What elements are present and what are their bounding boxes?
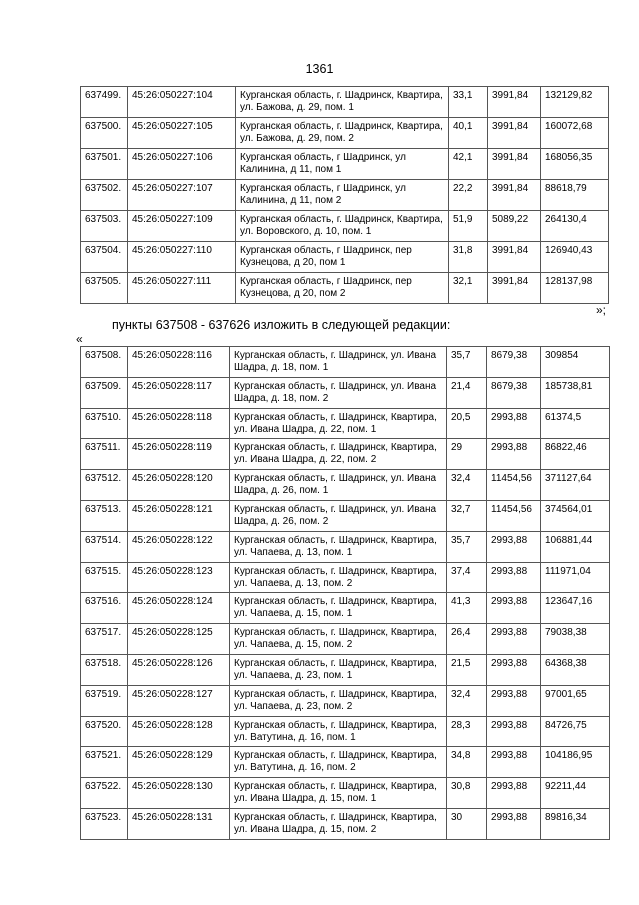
area-cell: 42,1 (449, 149, 488, 180)
table-row (81, 87, 609, 118)
total-value-cell: 89816,34 (541, 808, 610, 839)
area-cell: 20,5 (447, 408, 487, 439)
address-cell: Курганская область, г. Шадринск, Квартира, ул. Ивана Шадра, д. 22, пом. 1 (230, 408, 447, 439)
table-row (81, 211, 609, 242)
unit-price-cell: 2993,88 (487, 808, 541, 839)
area-cell: 21,4 (447, 377, 487, 408)
cadastral-number-cell: 45:26:050228:124 (128, 593, 230, 624)
row-number-cell: 637512. (81, 470, 128, 501)
total-value-cell: 79038,38 (541, 624, 610, 655)
table-row (81, 593, 610, 624)
area-cell: 30 (447, 808, 487, 839)
table-row (81, 778, 610, 809)
row-number-cell: 637511. (81, 439, 128, 470)
unit-price-cell: 3991,84 (488, 180, 541, 211)
row-number-cell: 637521. (81, 747, 128, 778)
row-number-cell: 637504. (81, 242, 128, 273)
area-cell: 22,2 (449, 180, 488, 211)
row-number-cell: 637510. (81, 408, 128, 439)
total-value-cell: 126940,43 (541, 242, 609, 273)
row-number-cell: 637522. (81, 778, 128, 809)
unit-price-cell: 2993,88 (487, 778, 541, 809)
row-number-cell: 637515. (81, 562, 128, 593)
total-value-cell: 111971,04 (541, 562, 610, 593)
area-cell: 32,4 (447, 685, 487, 716)
address-cell: Курганская область, г Шадринск, пер Кузнецова, д 20, пом 2 (236, 273, 449, 304)
total-value-cell: 106881,44 (541, 531, 610, 562)
table-row (81, 242, 609, 273)
address-cell: Курганская область, г. Шадринск, Квартира, ул. Ивана Шадра, д. 22, пом. 2 (230, 439, 447, 470)
table-row (81, 562, 610, 593)
table-body (81, 347, 610, 840)
total-value-cell: 88618,79 (541, 180, 609, 211)
address-cell: Курганская область, г. Шадринск, ул. Ивана Шадра, д. 26, пом. 2 (230, 500, 447, 531)
table-row (81, 377, 610, 408)
area-cell: 35,7 (447, 347, 487, 378)
address-cell: Курганская область, г. Шадринск, ул. Ивана Шадра, д. 18, пом. 1 (230, 347, 447, 378)
table-row (81, 180, 609, 211)
area-cell: 26,4 (447, 624, 487, 655)
total-value-cell: 92211,44 (541, 778, 610, 809)
area-cell: 32,4 (447, 470, 487, 501)
table-body (81, 87, 609, 304)
address-cell: Курганская область, г. Шадринск, Квартира, ул. Чапаева, д. 15, пом. 1 (230, 593, 447, 624)
row-number-cell: 637520. (81, 716, 128, 747)
cadastral-number-cell: 45:26:050228:126 (128, 654, 230, 685)
row-number-cell: 637518. (81, 654, 128, 685)
opening-quote-mark: « (76, 332, 83, 346)
cadastral-number-cell: 45:26:050228:122 (128, 531, 230, 562)
cadastral-number-cell: 45:26:050228:128 (128, 716, 230, 747)
table-row (81, 531, 610, 562)
amendment-text: пункты 637508 - 637626 изложить в следующей редакции: (112, 318, 451, 332)
total-value-cell: 371127,64 (541, 470, 610, 501)
total-value-cell: 374564,01 (541, 500, 610, 531)
address-cell: Курганская область, г. Шадринск, Квартира, ул. Ватутина, д. 16, пом. 1 (230, 716, 447, 747)
unit-price-cell: 3991,84 (488, 242, 541, 273)
table-row (81, 654, 610, 685)
cadastral-number-cell: 45:26:050228:120 (128, 470, 230, 501)
row-number-cell: 637500. (81, 118, 128, 149)
total-value-cell: 86822,46 (541, 439, 610, 470)
address-cell: Курганская область, г. Шадринск, Квартира, ул. Ватутина, д. 16, пом. 2 (230, 747, 447, 778)
cadastral-number-cell: 45:26:050228:117 (128, 377, 230, 408)
address-cell: Курганская область, г. Шадринск, Квартира, ул. Чапаева, д. 15, пом. 2 (230, 624, 447, 655)
cadastral-number-cell: 45:26:050227:104 (128, 87, 236, 118)
page-number: 1361 (305, 62, 334, 76)
row-number-cell: 637513. (81, 500, 128, 531)
area-cell: 40,1 (449, 118, 488, 149)
total-value-cell: 128137,98 (541, 273, 609, 304)
area-cell: 21,5 (447, 654, 487, 685)
table-row (81, 500, 610, 531)
total-value-cell: 168056,35 (541, 149, 609, 180)
row-number-cell: 637502. (81, 180, 128, 211)
area-cell: 32,7 (447, 500, 487, 531)
total-value-cell: 61374,5 (541, 408, 610, 439)
address-cell: Курганская область, г. Шадринск, Квартира, ул. Воровского, д. 10, пом. 1 (236, 211, 449, 242)
address-cell: Курганская область, г. Шадринск, Квартира, ул. Чапаева, д. 23, пом. 1 (230, 654, 447, 685)
table-row (81, 273, 609, 304)
row-number-cell: 637514. (81, 531, 128, 562)
total-value-cell: 185738,81 (541, 377, 610, 408)
unit-price-cell: 3991,84 (488, 87, 541, 118)
unit-price-cell: 2993,88 (487, 439, 541, 470)
row-number-cell: 637503. (81, 211, 128, 242)
total-value-cell: 64368,38 (541, 654, 610, 685)
area-cell: 29 (447, 439, 487, 470)
area-cell: 31,8 (449, 242, 488, 273)
table-row (81, 118, 609, 149)
total-value-cell: 97001,65 (541, 685, 610, 716)
unit-price-cell: 2993,88 (487, 747, 541, 778)
area-cell: 37,4 (447, 562, 487, 593)
unit-price-cell: 2993,88 (487, 624, 541, 655)
unit-price-cell: 11454,56 (487, 470, 541, 501)
row-number-cell: 637501. (81, 149, 128, 180)
cadastral-number-cell: 45:26:050227:106 (128, 149, 236, 180)
cadastral-number-cell: 45:26:050228:116 (128, 347, 230, 378)
row-number-cell: 637509. (81, 377, 128, 408)
address-cell: Курганская область, г. Шадринск, Квартира, ул. Чапаева, д. 23, пом. 2 (230, 685, 447, 716)
unit-price-cell: 5089,22 (488, 211, 541, 242)
cadastral-number-cell: 45:26:050227:107 (128, 180, 236, 211)
cadastral-number-cell: 45:26:050228:119 (128, 439, 230, 470)
table-row (81, 149, 609, 180)
table-row (81, 624, 610, 655)
unit-price-cell: 2993,88 (487, 562, 541, 593)
total-value-cell: 264130,4 (541, 211, 609, 242)
property-table-bottom (80, 346, 610, 840)
total-value-cell: 132129,82 (541, 87, 609, 118)
cadastral-number-cell: 45:26:050227:110 (128, 242, 236, 273)
unit-price-cell: 2993,88 (487, 716, 541, 747)
unit-price-cell: 3991,84 (488, 149, 541, 180)
address-cell: Курганская область, г. Шадринск, Квартира, ул. Чапаева, д. 13, пом. 2 (230, 562, 447, 593)
unit-price-cell: 3991,84 (488, 118, 541, 149)
table-row (81, 470, 610, 501)
cadastral-number-cell: 45:26:050227:111 (128, 273, 236, 304)
cadastral-number-cell: 45:26:050228:125 (128, 624, 230, 655)
area-cell: 33,1 (449, 87, 488, 118)
area-cell: 32,1 (449, 273, 488, 304)
unit-price-cell: 3991,84 (488, 273, 541, 304)
row-number-cell: 637508. (81, 347, 128, 378)
address-cell: Курганская область, г Шадринск, ул Калинина, д 11, пом 2 (236, 180, 449, 211)
table-row (81, 808, 610, 839)
address-cell: Курганская область, г. Шадринск, ул. Ивана Шадра, д. 26, пом. 1 (230, 470, 447, 501)
table-row (81, 716, 610, 747)
cadastral-number-cell: 45:26:050227:109 (128, 211, 236, 242)
cadastral-number-cell: 45:26:050228:118 (128, 408, 230, 439)
address-cell: Курганская область, г. Шадринск, Квартира, ул. Бажова, д. 29, пом. 2 (236, 118, 449, 149)
cadastral-number-cell: 45:26:050228:121 (128, 500, 230, 531)
area-cell: 35,7 (447, 531, 487, 562)
address-cell: Курганская область, г. Шадринск, Квартира, ул. Бажова, д. 29, пом. 1 (236, 87, 449, 118)
row-number-cell: 637516. (81, 593, 128, 624)
area-cell: 28,3 (447, 716, 487, 747)
total-value-cell: 160072,68 (541, 118, 609, 149)
address-cell: Курганская область, г. Шадринск, Квартира, ул. Чапаева, д. 13, пом. 1 (230, 531, 447, 562)
total-value-cell: 123647,16 (541, 593, 610, 624)
cadastral-number-cell: 45:26:050228:130 (128, 778, 230, 809)
cadastral-number-cell: 45:26:050228:129 (128, 747, 230, 778)
row-number-cell: 637523. (81, 808, 128, 839)
unit-price-cell: 8679,38 (487, 347, 541, 378)
cadastral-number-cell: 45:26:050228:123 (128, 562, 230, 593)
total-value-cell: 84726,75 (541, 716, 610, 747)
table-row (81, 685, 610, 716)
total-value-cell: 104186,95 (541, 747, 610, 778)
unit-price-cell: 11454,56 (487, 500, 541, 531)
table-row (81, 439, 610, 470)
unit-price-cell: 8679,38 (487, 377, 541, 408)
row-number-cell: 637499. (81, 87, 128, 118)
area-cell: 41,3 (447, 593, 487, 624)
unit-price-cell: 2993,88 (487, 685, 541, 716)
row-number-cell: 637517. (81, 624, 128, 655)
address-cell: Курганская область, г. Шадринск, ул. Ивана Шадра, д. 18, пом. 2 (230, 377, 447, 408)
address-cell: Курганская область, г. Шадринск, Квартира, ул. Ивана Шадра, д. 15, пом. 2 (230, 808, 447, 839)
total-value-cell: 309854 (541, 347, 610, 378)
area-cell: 51,9 (449, 211, 488, 242)
unit-price-cell: 2993,88 (487, 531, 541, 562)
area-cell: 34,8 (447, 747, 487, 778)
property-table-top (80, 86, 609, 304)
area-cell: 30,8 (447, 778, 487, 809)
row-number-cell: 637519. (81, 685, 128, 716)
cadastral-number-cell: 45:26:050227:105 (128, 118, 236, 149)
unit-price-cell: 2993,88 (487, 593, 541, 624)
table-row (81, 408, 610, 439)
address-cell: Курганская область, г Шадринск, ул Калинина, д 11, пом 1 (236, 149, 449, 180)
closing-quote-mark: »; (596, 303, 607, 317)
address-cell: Курганская область, г Шадринск, пер Кузнецова, д 20, пом 1 (236, 242, 449, 273)
table-row (81, 347, 610, 378)
row-number-cell: 637505. (81, 273, 128, 304)
cadastral-number-cell: 45:26:050228:131 (128, 808, 230, 839)
cadastral-number-cell: 45:26:050228:127 (128, 685, 230, 716)
unit-price-cell: 2993,88 (487, 654, 541, 685)
address-cell: Курганская область, г. Шадринск, Квартира, ул. Ивана Шадра, д. 15, пом. 1 (230, 778, 447, 809)
unit-price-cell: 2993,88 (487, 408, 541, 439)
table-row (81, 747, 610, 778)
